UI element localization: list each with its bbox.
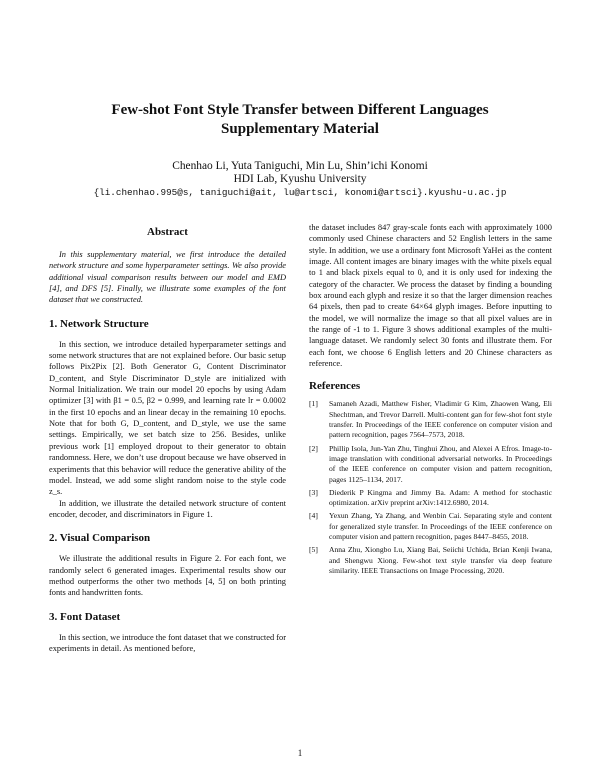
section-heading: 1. Network Structure [49,317,149,330]
reference-item [309,444,552,485]
title-line-1: Few-shot Font Style Transfer between Different Languages [111,102,489,118]
reference-text: Phillip Isola, Jun-Yan Zhu, Tinghui Zhou, and Alexei A Efros. Image-to-image translation with conditional adversarial networks. In Proceedings of the IEEE conference on computer vision and pattern recognition, pages 1125–1134, 2017. [329,443,552,484]
section-paragraph: In this section, we introduce the font dataset that we constructed for experiments in detail. As mentioned before, [49,632,286,653]
title-line-2: Supplementary Material [221,121,379,137]
section-paragraph: In this section, we introduce detailed hyperparameter settings and some network structures that are not explained before. Our basic setup follows Pix2Pix [2]. Both Generator G, Content Discriminator D_content, and Style Discriminator D_style are initialized with Normal Initialization. We train our model 20 epochs by using Adam optimizer [3] with β1 = 0.5, β2 = 0.999, and learning rate lr = 0.0002 in the first 10 epochs and an linear decay in the remaining 10 epochs. Note that for both G, D_content, and D_style, we use the same settings. Empirically, we set batch size to 256. Besides, unlike previous work [1] employed dropout to their generator to obtain randomness. Here, we don’t use dropout because we have observed in experiments that this behavior will reduce the generative ability of the model. Instead, we add some slight random noise to the style code z_s. [49,339,286,497]
reference-number: [5] [309,545,318,555]
section-heading: 2. Visual Comparison [49,532,151,545]
section-paragraph: In addition, we illustrate the detailed network structure of content encoder, decoder, and discriminators in Figure 1. [49,498,286,519]
authors: Chenhao Li, Yuta Taniguchi, Min Lu, Shin’ichi Konomi [172,160,428,172]
reference-item [309,511,552,542]
reference-number: [1] [309,399,318,409]
reference-item [309,545,552,576]
references-heading: References [309,380,361,393]
dataset-continuation: the dataset includes 847 gray-scale fonts each with approximately 1000 commonly used Chinese characters and 52 English letters in the same style. In addition, we use a ordinary font Microsoft YaHei as the content image. All content images are binary images with the white pixels equal to 1 and black pixels equal to 0, and it is only used for indexing the category of the character. We process the dataset by finding a bounding box around each glyph and resize it so that the larger dimension reaches 64 pixels, then pad to create 64×64 glyph images. Before inputting to the model, we will normalize the image so that all pixel values are in the range of -1 to 1. Figure 3 shows additional examples of the multi-language dataset. We randomly select 30 fonts and illustrate them. For each font, we choose 6 English letters and 20 Chinese characters as reference. [309,223,552,369]
reference-text: Anna Zhu, Xiongbo Lu, Xiang Bai, Seiichi Uchida, Brian Kenji Iwana, and Shengwu Xiong. Few-shot text style transfer via deep feature similarity. IEEE Transactions on Image Processing, 2020. [329,545,552,575]
abstract-text: In this supplementary material, we first introduce the detailed network structure and some hyperparameter settings. We also provide additional visual comparison results between our model and EMD [4], and DFS [5]. Finally, we illustrate some examples of the font dataset that we constructed. [49,250,286,305]
affiliation: HDI Lab, Kyushu University [233,173,367,185]
reference-number: [3] [309,487,318,497]
paper-title [60,101,540,139]
reference-text: Yexun Zhang, Ya Zhang, and Wenbin Cai. Separating style and content for generalized style transfer. In Proceedings of the IEEE conference on computer vision and pattern recognition, pages 8447–8455, 2018. [329,511,552,542]
right-column [309,222,552,579]
section-paragraph: We illustrate the additional results in Figure 2. For each font, we randomly select 6 generated images. Experimental results show our method outperforms the other two methods [4, 5] on both printing fonts and handwritten fonts. [49,554,286,598]
reference-number: [4] [309,511,318,521]
section-heading: 3. Font Dataset [49,610,121,623]
reference-text: Diederik P Kingma and Jimmy Ba. Adam: A method for stochastic optimization. arXiv preprint arXiv:1412.6980, 2014. [329,487,552,508]
author-emails: {li.chenhao.995@s, taniguchi@ait, lu@artsci, konomi@artsci}.kyushu-u.ac.jp [93,187,507,198]
reference-list [309,399,552,576]
reference-text: Samaneh Azadi, Matthew Fisher, Vladimir G Kim, Zhaowen Wang, Eli Shechtman, and Trevor Darrell. Multi-content gan for few-shot font style transfer. In Proceedings of the IEEE conference on computer vision and pattern recognition, pages 7564–7573, 2018. [329,399,552,440]
abstract-heading: Abstract [147,226,188,238]
reference-item [309,488,552,509]
reference-item [309,399,552,440]
page-number: 1 [297,748,303,758]
reference-number: [2] [309,443,318,453]
left-column [49,226,286,654]
